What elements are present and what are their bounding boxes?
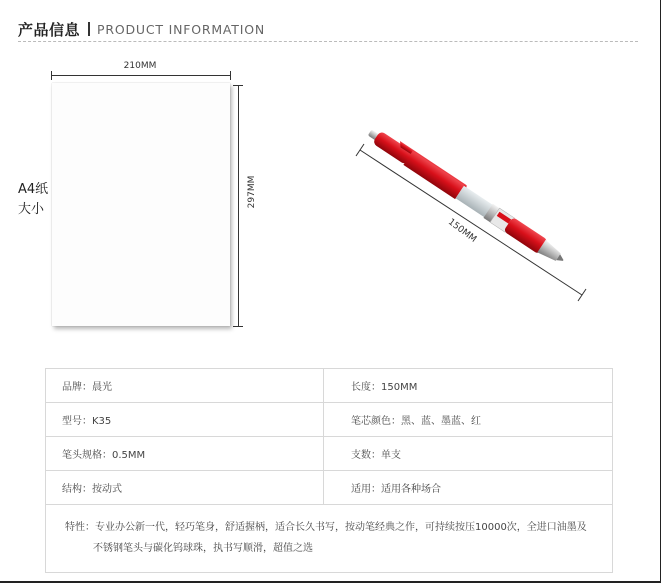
- spec-mechanism: 结构：按动式: [62, 484, 122, 495]
- spec-length: 长度：150MM: [323, 369, 612, 402]
- height-dimension-tick-bottom: [233, 326, 243, 327]
- spec-table: [45, 368, 613, 573]
- spec-row: [46, 471, 612, 505]
- spec-features: [46, 505, 612, 572]
- width-dimension-tick-right: [230, 71, 231, 80]
- height-dimension-tick-top: [233, 85, 243, 86]
- header-divider: [18, 41, 638, 42]
- section-title-cn: 产品信息: [18, 20, 81, 39]
- spec-usage: 适用：适用各种场合: [323, 471, 612, 504]
- paper-caption-line1: A4纸: [18, 182, 49, 197]
- pen-body: [365, 124, 568, 267]
- spec-features-line1: 特性：专业办公新一代，轻巧笔身，舒适握柄，适合长久书写，按动笔经典之作，可持续按压10000次，全进口油墨及: [65, 522, 587, 533]
- spec-brand: 品牌：晨光: [62, 382, 112, 393]
- width-dimension-tick-left: [51, 71, 52, 80]
- paper-width-label: 210MM: [123, 61, 157, 71]
- paper-caption-line2: 大小: [18, 202, 45, 217]
- height-dimension-line: [238, 86, 239, 326]
- pen-dimension: [356, 144, 586, 301]
- spec-model: 型号：K35: [62, 416, 112, 427]
- title-separator: [88, 22, 90, 36]
- spec-features-line2: 不锈钢笔头与碳化钨球珠，执书写顺滑，超值之选: [93, 543, 313, 554]
- width-dimension-line: [51, 75, 231, 76]
- spec-row: [46, 403, 612, 437]
- spec-ink-colors: 笔芯颜色：黑、蓝、墨蓝、红: [323, 403, 612, 436]
- spec-tip-size: 笔头规格：0.5MM: [62, 450, 146, 461]
- section-header: [18, 18, 265, 40]
- paper-caption: [18, 180, 48, 220]
- spec-row: [46, 437, 612, 471]
- paper-height-label: 297MM: [247, 175, 257, 209]
- pen-length-label: 150MM: [445, 217, 479, 245]
- a4-paper-illustration: [52, 83, 230, 326]
- pen-illustration: [340, 120, 600, 310]
- spec-row: [46, 369, 612, 403]
- spec-quantity: 支数：单支: [323, 437, 612, 470]
- section-title-en: PRODUCT INFORMATION: [97, 21, 266, 37]
